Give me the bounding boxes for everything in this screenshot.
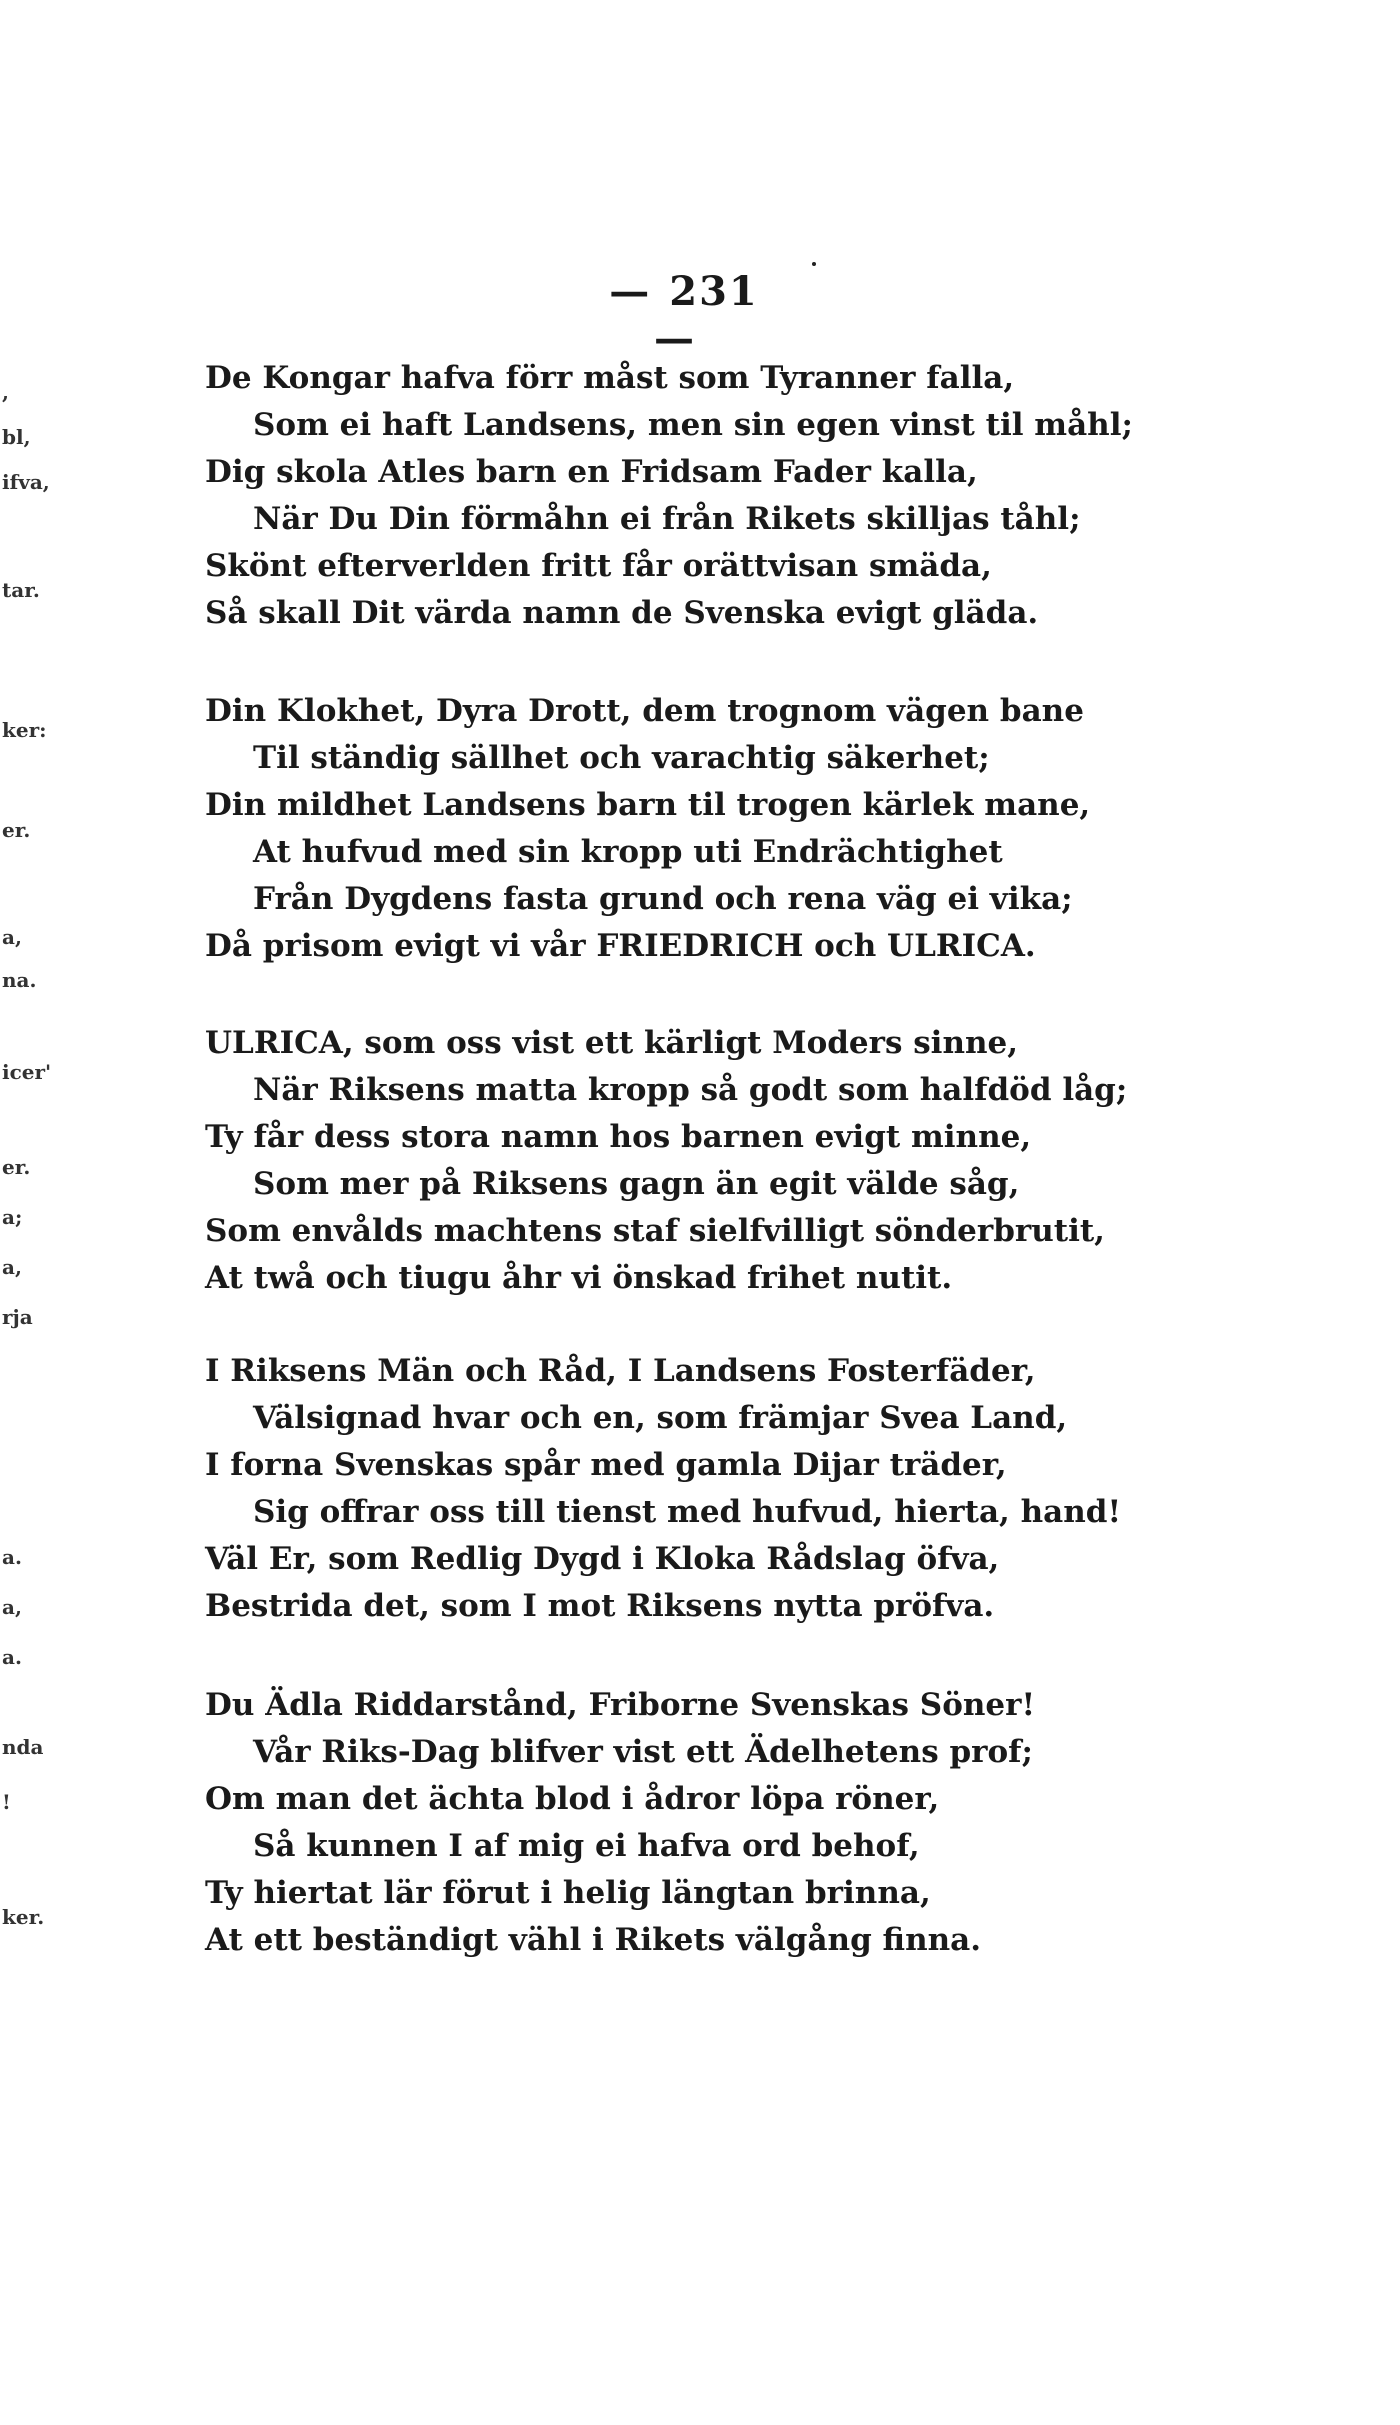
page-number-dash-right: — xyxy=(654,315,696,362)
verse-line: Skönt efterverlden fritt får orättvisan smäda, xyxy=(205,548,992,584)
margin-fragment: , xyxy=(2,380,9,404)
stanza-3 xyxy=(205,1020,1165,1302)
verse-line: De Kongar hafva förr måst som Tyranner falla, xyxy=(205,360,1015,396)
verse-line: At twå och tiugu åhr vi önskad frihet nutit. xyxy=(205,1260,953,1296)
margin-fragments xyxy=(0,0,60,2425)
margin-fragment: er. xyxy=(2,1155,31,1179)
margin-fragment: ker: xyxy=(2,718,47,742)
margin-fragment: a, xyxy=(2,1255,22,1279)
verse-line: Väl Er, som Redlig Dygd i Kloka Rådslag öfva, xyxy=(205,1541,1000,1577)
stanza-4 xyxy=(205,1348,1165,1630)
page-number xyxy=(565,268,785,362)
verse-line: Från Dygdens fasta grund och rena väg ei vika; xyxy=(253,881,1073,917)
verse-line: I Riksens Män och Råd, I Landsens Fosterfäder, xyxy=(205,1353,1036,1389)
ink-dot xyxy=(812,262,816,266)
margin-fragment: a; xyxy=(2,1205,23,1229)
stanza-5 xyxy=(205,1682,1165,1964)
verse-line: Dig skola Atles barn en Fridsam Fader kalla, xyxy=(205,454,978,490)
stanza-2 xyxy=(205,688,1165,970)
margin-fragment: na. xyxy=(2,968,37,992)
verse-line: Om man det ächta blod i ådror löpa röner, xyxy=(205,1781,940,1817)
verse-line: I forna Svenskas spår med gamla Dijar träder, xyxy=(205,1447,1007,1483)
margin-fragment: bl, xyxy=(2,425,31,449)
verse-line: Du Ädla Riddarstånd, Friborne Svenskas Söner! xyxy=(205,1687,1036,1723)
verse-line: Bestrida det, som I mot Riksens nytta pröfva. xyxy=(205,1588,995,1624)
verse-line: Ty får dess stora namn hos barnen evigt minne, xyxy=(205,1119,1032,1155)
verse-line: Til ständig sällhet och varachtig säkerhet; xyxy=(253,740,990,776)
margin-fragment: a, xyxy=(2,1595,22,1619)
verse-line: När Du Din förmåhn ei från Rikets skilljas tåhl; xyxy=(253,501,1081,537)
margin-fragment: nda xyxy=(2,1735,44,1759)
verse-line: Ty hiertat lär förut i helig längtan brinna, xyxy=(205,1875,931,1911)
verse-line: Sig offrar oss till tienst med hufvud, hierta, hand! xyxy=(253,1494,1122,1530)
verse-line: Då prisom evigt vi vår FRIEDRICH och ULRICA. xyxy=(205,928,1036,964)
margin-fragment: rja xyxy=(2,1305,33,1329)
margin-fragment: icer' xyxy=(2,1060,52,1084)
verse-line: Som ei haft Landsens, men sin egen vinst til måhl; xyxy=(253,407,1133,443)
verse-line: Vår Riks-Dag blifver vist ett Ädelhetens prof; xyxy=(253,1734,1033,1770)
page-number-value: 231 xyxy=(669,268,759,315)
margin-fragment: a, xyxy=(2,925,22,949)
margin-fragment: ! xyxy=(2,1790,11,1814)
page-number-dash-left: — xyxy=(609,268,652,315)
margin-fragment: ker. xyxy=(2,1905,45,1929)
margin-fragment: ifva, xyxy=(2,470,50,494)
verse-line: Välsignad hvar och en, som främjar Svea Land, xyxy=(253,1400,1068,1436)
stanza-1 xyxy=(205,355,1165,637)
verse-line: Så kunnen I af mig ei hafva ord behof, xyxy=(253,1828,920,1864)
verse-line: Som mer på Riksens gagn än egit välde såg, xyxy=(253,1166,1020,1202)
verse-line: ULRICA, som oss vist ett kärligt Moders sinne, xyxy=(205,1025,1019,1061)
verse-line: Din mildhet Landsens barn til trogen kärlek mane, xyxy=(205,787,1091,823)
margin-fragment: a. xyxy=(2,1645,22,1669)
margin-fragment: a. xyxy=(2,1545,22,1569)
margin-fragment: tar. xyxy=(2,578,40,602)
verse-line: At hufvud med sin kropp uti Endrächtighet xyxy=(253,834,1003,870)
verse-line: Så skall Dit värda namn de Svenska evigt gläda. xyxy=(205,595,1039,631)
verse-line: At ett beständigt vähl i Rikets välgång finna. xyxy=(205,1922,982,1958)
verse-line: Din Klokhet, Dyra Drott, dem trognom vägen bane xyxy=(205,693,1084,729)
verse-line: När Riksens matta kropp så godt som halfdöd låg; xyxy=(253,1072,1128,1108)
margin-fragment: er. xyxy=(2,818,31,842)
verse-line: Som envålds machtens staf sielfvilligt sönderbrutit, xyxy=(205,1213,1105,1249)
